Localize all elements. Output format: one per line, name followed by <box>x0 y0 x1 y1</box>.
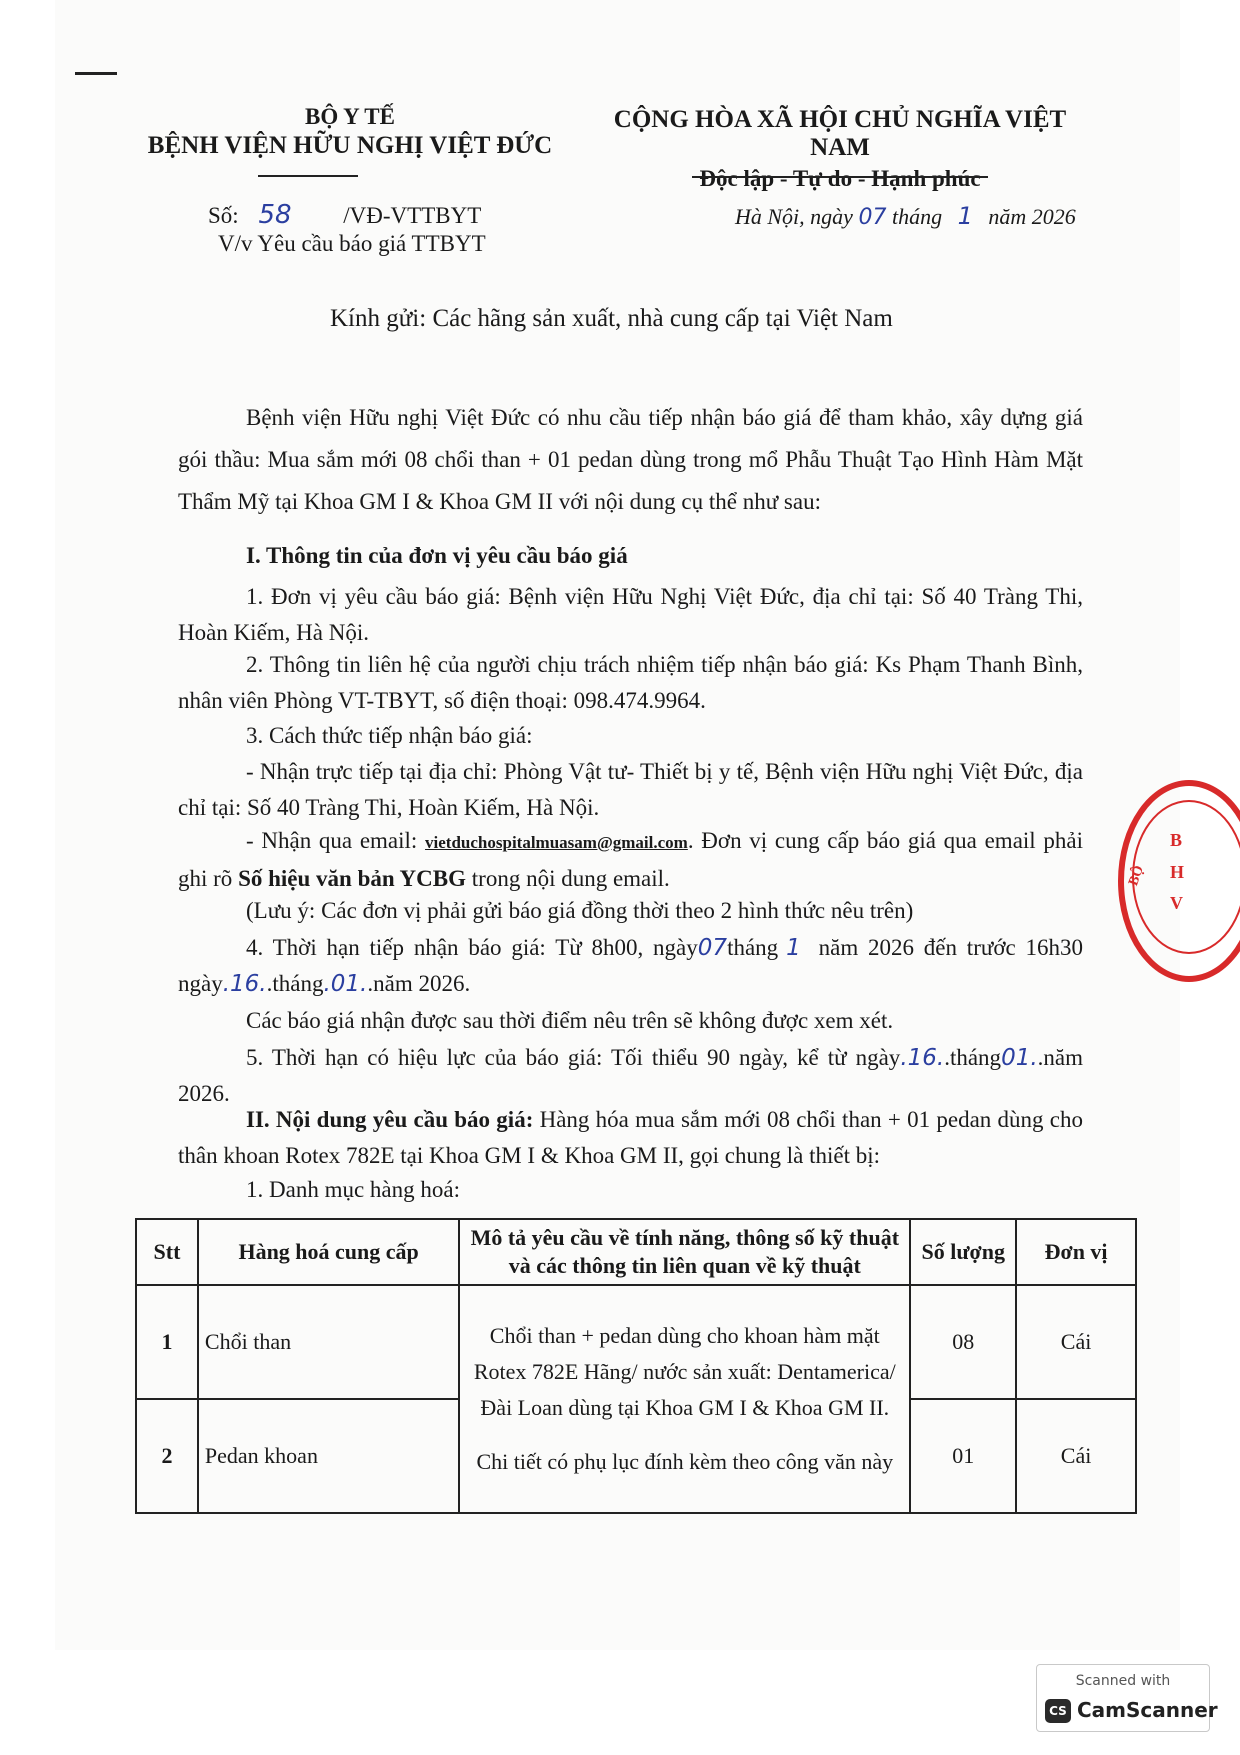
issuer-block <box>140 104 560 160</box>
section-2-text: Hàng hóa mua sắm mới 08 chổi than + 01 pedan dùng cho thân khoan Rotex 782E tại Khoa GM I & Khoa GM II, gọi chung là thiết bị: <box>178 1107 1083 1168</box>
national-heading <box>595 106 1085 192</box>
row-description <box>459 1285 910 1513</box>
national-motto: Độc lập - Tự do - Hạnh phúc <box>699 166 981 191</box>
document-number <box>208 200 481 230</box>
republic-name: CỘNG HÒA XÃ HỘI CHỦ NGHĨA VIỆT NAM <box>613 106 1067 161</box>
row-unit: Cái <box>1016 1285 1136 1399</box>
intro-paragraph: Bệnh viện Hữu nghị Việt Đức có nhu cầu tiếp nhận báo giá để tham khảo, xây dựng giá gói thầu: Mua sắm mới 08 chổi than + 01 pedan dùng trong mổ Phẫu Thuật Tạo Hình Hàm Mặt Thẩm Mỹ tại Khoa GM I & Khoa GM II với nội dung cụ thể như sau: <box>178 405 1083 514</box>
document-subject: V/v Yêu cầu báo giá TTBYT <box>218 231 486 256</box>
header-quantity: Số lượng <box>910 1219 1016 1285</box>
section-1-item-4-note: Các báo giá nhận được sau thời điểm nêu trên sẽ không được xem xét. <box>246 1008 894 1033</box>
number-prefix: Số: <box>208 203 239 228</box>
date-place: Hà Nội, ngày <box>735 204 853 229</box>
seal-letter: V <box>1170 893 1183 913</box>
row-stt: 2 <box>136 1399 198 1513</box>
row-unit: Cái <box>1016 1399 1136 1513</box>
email-reference: Số hiệu văn bản YCBG <box>238 866 467 891</box>
watermark-caption: Scanned with <box>1075 1673 1171 1689</box>
section-1-item-3b <box>178 823 1083 897</box>
handwritten-month: 1 <box>957 202 973 230</box>
goods-table <box>135 1218 1137 1514</box>
camscanner-logo-icon: CS <box>1045 1699 1071 1723</box>
hospital-underline <box>258 175 358 177</box>
handwritten-number: 58 <box>258 200 292 230</box>
seal-letter: B <box>1170 830 1183 850</box>
section-1-title: I. Thông tin của đơn vị yêu cầu báo giá <box>246 543 628 568</box>
row-goods: Chổi than <box>198 1285 459 1399</box>
date-month-label: tháng <box>891 204 943 229</box>
corner-mark <box>75 72 117 75</box>
table-row <box>136 1285 1136 1399</box>
goods-list-title: 1. Danh mục hàng hoá: <box>246 1177 460 1202</box>
seal-letter: BỘ <box>1126 863 1148 888</box>
handwritten-end-month: .01. <box>323 971 368 997</box>
item-5-month-label: .tháng <box>944 1045 1002 1070</box>
row-quantity: 08 <box>910 1285 1016 1399</box>
section-1-item-2: 2. Thông tin liên hệ của người chịu trách nhiệm tiếp nhận báo giá: Ks Phạm Thanh Bình, nhân viên Phòng VT-TBYT, số điện thoại: 098.474.9964. <box>178 652 1083 713</box>
scanner-watermark <box>1036 1664 1218 1732</box>
handwritten-start-day: 07 <box>697 935 728 961</box>
email-tail: trong nội dung email. <box>466 866 670 891</box>
section-1-item-3: 3. Cách thức tiếp nhận báo giá: <box>246 723 533 748</box>
section-1-item-1: 1. Đơn vị yêu cầu báo giá: Bệnh viện Hữu Nghị Việt Đức, địa chỉ tại: Số 40 Tràng Thi, Hoàn Kiếm, Hà Nội. <box>178 584 1083 645</box>
handwritten-day: 07 <box>858 205 887 230</box>
section-2-title: II. Nội dung yêu cầu báo giá: <box>246 1107 534 1132</box>
header-goods: Hàng hoá cung cấp <box>198 1219 459 1285</box>
row-quantity: 01 <box>910 1399 1016 1513</box>
item-4-year: .năm 2026. <box>367 971 471 996</box>
item-5-lead: 5. Thời hạn có hiệu lực của báo giá: Tối thiểu 90 ngày, kể từ ngày <box>246 1045 901 1070</box>
handwritten-valid-day: .16. <box>900 1045 945 1071</box>
email-lead: - Nhận qua email: <box>246 828 426 853</box>
email-link[interactable]: vietduchospitalmuasam@gmail.com <box>425 833 688 852</box>
item-4-month-label: tháng <box>727 935 779 960</box>
item-4-month2-label: .tháng <box>266 971 324 996</box>
item-4-lead: 4. Thời hạn tiếp nhận báo giá: Từ 8h00, ngày <box>246 935 698 960</box>
handwritten-start-month: 1 <box>786 935 801 961</box>
date-year: năm 2026 <box>988 204 1076 229</box>
row-stt: 1 <box>136 1285 198 1399</box>
red-seal-inner-ring <box>1132 800 1240 954</box>
item-5-year: .năm 2026. <box>178 1045 1083 1106</box>
section-1-item-4 <box>178 930 1083 1002</box>
section-2 <box>178 1102 1083 1174</box>
email-instruction: . Đơn vị cung cấp báo giá qua email phải ghi rõ <box>178 828 1083 891</box>
seal-letter: H <box>1170 862 1185 882</box>
date-line <box>735 202 1076 230</box>
ministry-name: BỘ Y TẾ <box>305 104 395 129</box>
handwritten-end-day: .16. <box>222 971 267 997</box>
section-1-item-3a: - Nhận trực tiếp tại địa chỉ: Phòng Vật tư- Thiết bị y tế, Bệnh viện Hữu nghị Việt Đức, địa chỉ tại: Số 40 Tràng Thi, Hoàn Kiếm, Hà Nội. <box>178 759 1083 820</box>
header-stt: Stt <box>136 1219 198 1285</box>
item-4-mid: năm 2026 đến trước 16h30 ngày <box>178 935 1083 996</box>
row-goods: Pedan khoan <box>198 1399 459 1513</box>
description-appendix: Chi tiết có phụ lục đính kèm theo công văn này <box>476 1449 894 1474</box>
header-unit: Đơn vị <box>1016 1219 1136 1285</box>
watermark-brand: CamScanner <box>1077 1698 1218 1722</box>
motto-underline <box>692 176 988 178</box>
section-1-note: (Lưu ý: Các đơn vị phải gửi báo giá đồng thời theo 2 hình thức nêu trên) <box>246 898 914 923</box>
handwritten-valid-month: 01. <box>1001 1045 1038 1071</box>
hospital-name: BỆNH VIỆN HỮU NGHỊ VIỆT ĐỨC <box>147 132 553 159</box>
description-main: Chổi than + pedan dùng cho khoan hàm mặt Rotex 782E Hãng/ nước sản xuất: Dentamerica/ Đài Loan dùng tại Khoa GM I & Khoa GM II. <box>473 1323 896 1420</box>
addressee: Kính gửi: Các hãng sản xuất, nhà cung cấp tại Việt Nam <box>330 305 893 332</box>
header-description: Mô tả yêu cầu về tính năng, thông số kỹ thuật và các thông tin liên quan về kỹ thuật <box>459 1219 910 1285</box>
number-suffix: /VĐ-VTTBYT <box>343 203 482 228</box>
